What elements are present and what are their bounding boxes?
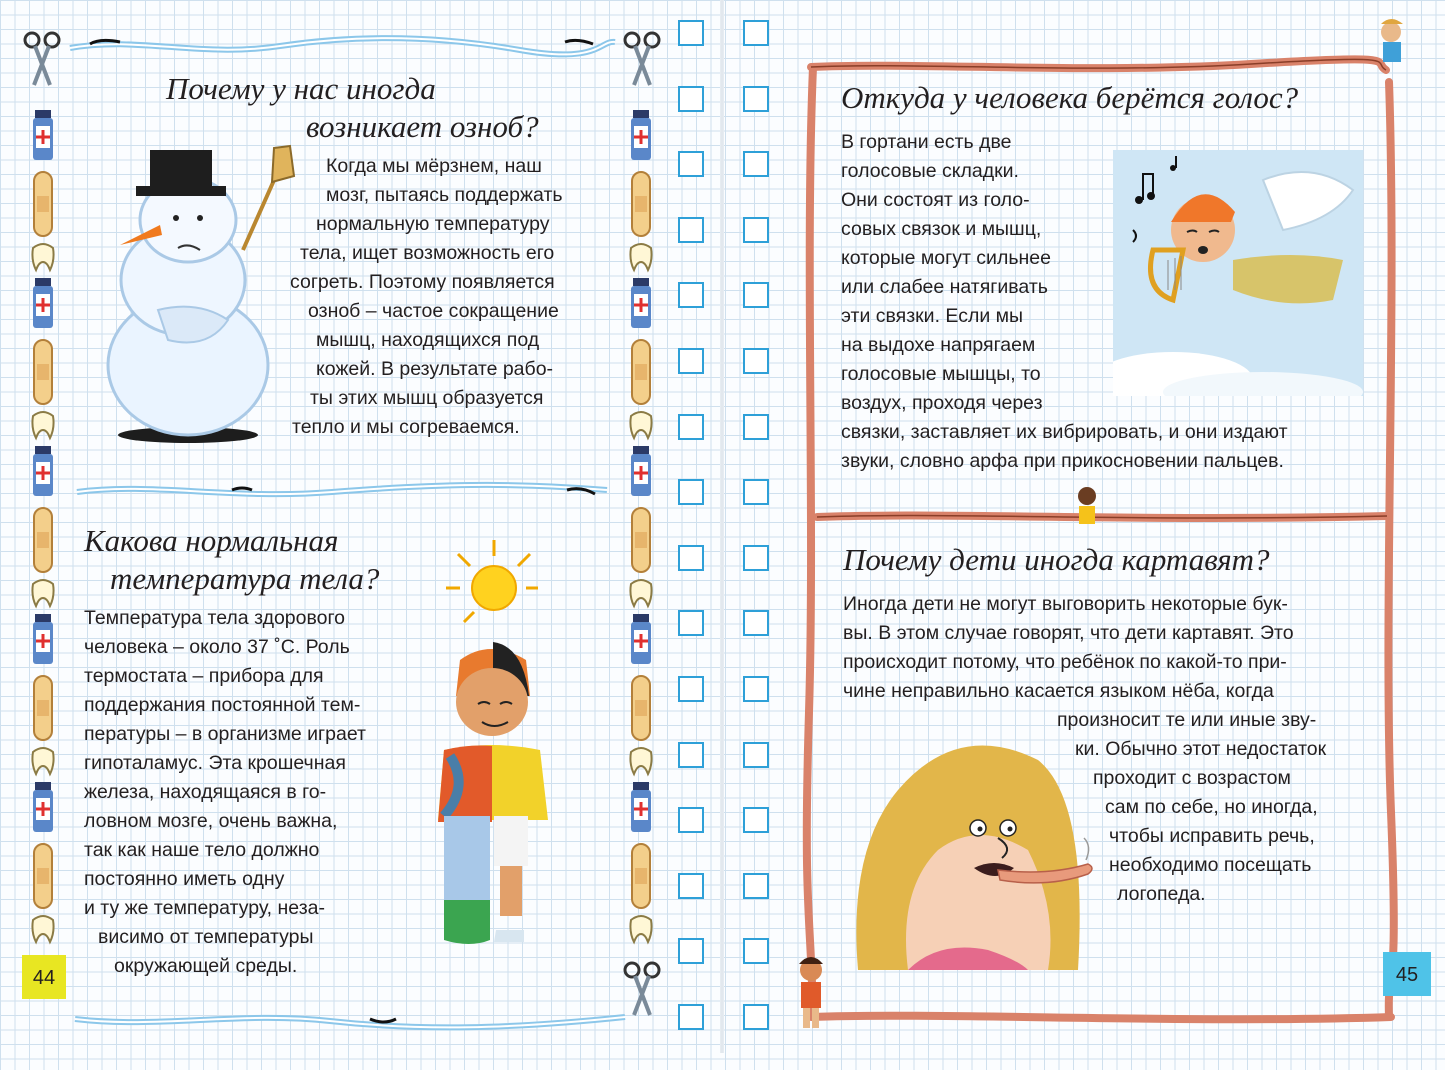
text-line: тепло и мы согреваемся. <box>292 416 520 438</box>
spiral-rings-left <box>678 20 704 1070</box>
text-line: так как наше тело должно <box>84 839 320 861</box>
snowman-illustration <box>88 140 298 445</box>
text-line: нормальную температуру <box>316 213 550 235</box>
text-line: Иногда дети не могут выговорить некоторые бук- <box>843 593 1288 615</box>
text-line: и ту же температуру, неза- <box>84 897 325 919</box>
text-line: чине неправильно касается языком нёба, когда <box>843 680 1274 702</box>
left-border-column <box>30 110 56 980</box>
title-line: Почему у нас иногда <box>166 71 436 106</box>
section-title-speech: Почему дети иногда картавят? <box>843 542 1270 577</box>
page-number-left: 44 <box>22 955 66 999</box>
text-line: Когда мы мёрзнем, наш <box>326 155 542 177</box>
ring <box>743 1004 769 1030</box>
ring <box>743 217 769 243</box>
text-line: необходимо посещать <box>1109 854 1312 876</box>
text-line: окружающей среды. <box>114 955 298 977</box>
ring <box>743 479 769 505</box>
ring <box>743 20 769 46</box>
text-line: поддержания постоянной тем- <box>84 694 361 716</box>
text-line: звуки, словно арфа при прикосновении пальцев. <box>841 450 1284 472</box>
ring <box>678 742 704 768</box>
text-line: железа, находящаяся в го- <box>84 781 327 803</box>
text-line: воздух, проходя через <box>841 392 1043 414</box>
text-line: голосовые мышцы, то <box>841 363 1041 385</box>
ring <box>743 151 769 177</box>
text-line: гипоталамус. Эта крошечная <box>84 752 346 774</box>
text-line: совых связок и мышц, <box>841 218 1042 240</box>
text-line: проходит с возрастом <box>1093 767 1291 789</box>
text-line: человека – около 37 ˚С. Роль <box>84 636 350 658</box>
text-line: пературы – в организме играет <box>84 723 366 745</box>
section-title-temperature <box>84 522 379 598</box>
left-page-right-border <box>622 30 662 1030</box>
ring <box>678 348 704 374</box>
text-line: В гортани есть две <box>841 131 1012 153</box>
right-page <box>723 0 1445 1053</box>
text-line: согреть. Поэтому появляется <box>290 271 555 293</box>
ring <box>743 545 769 571</box>
text-line: происходит потому, что ребёнок по какой-то при- <box>843 651 1287 673</box>
ring <box>678 86 704 112</box>
text-line: вы. В этом случае говорят, что дети картавят. Это <box>843 622 1294 644</box>
left-page <box>0 0 722 1053</box>
top-wave-border <box>60 30 620 70</box>
ring <box>743 348 769 374</box>
text-line: которые могут сильнее <box>841 247 1051 269</box>
ring <box>678 217 704 243</box>
ring <box>743 742 769 768</box>
ring <box>743 86 769 112</box>
section-title-chills <box>166 70 539 146</box>
text-line: связки, заставляет их вибрировать, и они издают <box>841 421 1288 443</box>
text-line: ловном мозге, очень важна, <box>84 810 338 832</box>
text-line: ты этих мышц образуется <box>310 387 544 409</box>
medicine-bottle-icon <box>33 110 53 160</box>
text-line: логопеда. <box>1117 883 1206 905</box>
ring <box>743 873 769 899</box>
text-line: Они состоят из голо- <box>841 189 1030 211</box>
text-line: эти связки. Если мы <box>841 305 1024 327</box>
spiral-rings-right <box>743 20 769 1070</box>
ring <box>743 282 769 308</box>
text-line: висимо от температуры <box>98 926 314 948</box>
text-line: сам по себе, но иногда, <box>1105 796 1318 818</box>
text-line: кожей. В результате рабо- <box>316 358 554 380</box>
text-line: чтобы исправить речь, <box>1109 825 1315 847</box>
ring <box>678 282 704 308</box>
text-line: голосовые складки. <box>841 160 1019 182</box>
text-line: Температура тела здорового <box>84 607 346 629</box>
paragraph-voice <box>841 128 1288 476</box>
ring <box>743 610 769 636</box>
ring <box>678 20 704 46</box>
ring <box>678 938 704 964</box>
ring <box>743 414 769 440</box>
text-line: мозг, пытаясь поддержать <box>326 184 563 206</box>
page-number-right: 45 <box>1383 952 1431 996</box>
text-line: постоянно иметь одну <box>84 868 285 890</box>
bandage-icon <box>34 172 52 236</box>
text-line: ки. Обычно этот недостаток <box>1075 738 1327 760</box>
title-line: возникает озноб? <box>306 109 539 144</box>
title-line: температура тела? <box>110 561 380 596</box>
ring <box>678 545 704 571</box>
ring <box>678 1004 704 1030</box>
section-title-voice: Откуда у человека берётся голос? <box>841 80 1299 115</box>
sun-icon <box>440 536 540 626</box>
text-line: термостата – прибора для <box>84 665 324 687</box>
ring <box>743 938 769 964</box>
text-line: озноб – частое сокращение <box>308 300 559 322</box>
title-line: Какова нормальная <box>84 523 339 558</box>
tooth-icon <box>32 244 53 270</box>
ring <box>678 479 704 505</box>
paragraph-chills <box>290 152 563 442</box>
text-line: или слабее натягивать <box>841 276 1048 298</box>
text-line: тела, ищет возможность его <box>300 242 555 264</box>
text-line: мышц, находящихся под <box>316 329 540 351</box>
paragraph-speech <box>843 590 1326 909</box>
middle-wave-divider <box>72 478 612 508</box>
paragraph-temperature <box>84 604 366 981</box>
text-line: на выдохе напрягаем <box>841 334 1036 356</box>
ring <box>678 676 704 702</box>
boy-illustration <box>420 640 560 960</box>
ring <box>743 807 769 833</box>
ring <box>678 414 704 440</box>
bottom-wave-border <box>70 1005 630 1035</box>
scissors-icon <box>22 30 62 90</box>
ring <box>678 610 704 636</box>
ring <box>678 151 704 177</box>
text-line: произносит те или иные зву- <box>1057 709 1317 731</box>
ring <box>678 807 704 833</box>
ring <box>743 676 769 702</box>
ring <box>678 873 704 899</box>
